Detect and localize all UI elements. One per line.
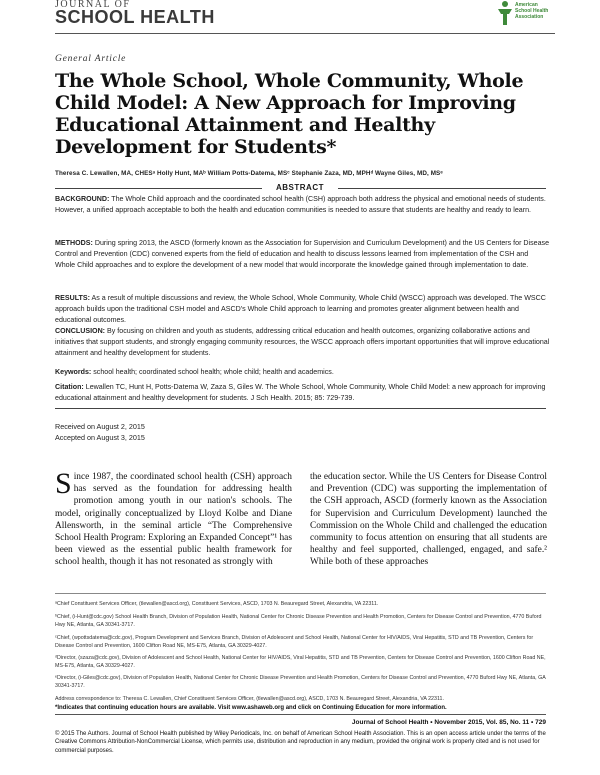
header-divider: [55, 33, 555, 34]
keywords-label: Keywords:: [55, 368, 92, 376]
abstract-results: [55, 293, 550, 325]
asha-figure-icon: [495, 0, 515, 26]
received-date: Received on August 2, 2015: [55, 422, 145, 431]
footnote-a: ᵃChief Constituent Services Officer, (tlewallen@ascd.org), Constituent Services, ASCD, 1703 N. Beauregard Street, Alexandria, VA 22311.: [55, 601, 379, 607]
keywords-text: school health; coordinated school health; whole child; health and academics.: [93, 368, 334, 376]
footnote-d: ᵈDirector, (szaza@cdc.gov), Division of Adolescent and School Health, National Center for HIV/AIDS, Viral Hepatitis, STD and TB Prevention, Centers for Disease Control and Prevention, 1600 Clifton Road NE, MS-E75, Atlanta, GA 30329-4027.: [55, 655, 546, 670]
methods-label: METHODS:: [55, 239, 93, 247]
correspondence-note: Address correspondence to: Theresa C. Lewallen, Chief Constituent Services Officer, (tlewallen@ascd.org), ASCD, 1703 N. Beauregard Street, Alexandria, VA 22311.: [55, 696, 444, 702]
abstract-heading: ABSTRACT: [276, 183, 324, 192]
abstract-divider-left: [55, 188, 262, 189]
accepted-date: Accepted on August 3, 2015: [55, 433, 145, 442]
body-column-left: [55, 467, 292, 569]
background-text: The Whole Child approach and the coordinated school health (CSH) approach both address the physical and emotional needs of students. However, a unified approach acceptable to both the health and education communities is needed to assure that students are healthy and ready to learn.: [55, 195, 546, 214]
background-label: BACKGROUND:: [55, 195, 110, 203]
abstract-keywords: [55, 367, 550, 378]
abstract-background: [55, 194, 550, 216]
body-text-right: the education sector. While the US Centers for Disease Control and Prevention (CDC) was supporting the implementation of the CSH approach, ASCD (formerly known as the Association for Supervision and Curriculum Development) launched the Commission on the Whole Child and challenged the education community to focus attention on ensuring that all students are healthy and feel supported, challenged, engaged, and safe.² While both of these approaches: [310, 472, 547, 568]
conclusion-text: By focusing on children and youth as students, addressing critical education and health outcomes, organizing collaborative actions and initiatives that support students, and strongly engaging community resources, the WSCC approach offers important opportunities that will improve educational attainment and healthy development for students.: [55, 327, 550, 357]
abstract-bottom-divider: [55, 408, 546, 409]
citation-label: Citation:: [55, 383, 84, 391]
abstract-divider-right: [338, 188, 546, 189]
results-text: As a result of multiple discussions and review, the Whole School, Whole Community, Whole Child (WSCC) approach was developed. The WSCC approach builds upon the traditional CSH model and ASCD's Whole Child approach to learning and promotes greater alignment between health and educational outcomes.: [55, 294, 546, 324]
footnote-divider: [55, 593, 546, 594]
article-dates: [55, 421, 145, 443]
journal-name: SCHOOL HEALTH: [55, 7, 215, 27]
journal-header: [55, 0, 555, 40]
drop-cap: S: [55, 467, 72, 500]
author-list: Theresa C. Lewallen, MA, CHESᵃ Holly Hunt, MAᵇ William Potts-Datema, MSᶜ Stephanie Zaza, MD, MPHᵈ Wayne Giles, MD, MSᵉ: [55, 170, 443, 177]
continuing-education-note: *Indicates that continuing education hours are available. Visit www.ashaweb.org and click on Continuing Education for more information.: [55, 705, 447, 711]
footer-journal-info: Journal of School Health • November 2015, Vol. 85, No. 11 • 729: [351, 719, 546, 726]
footnote-c: ᶜChief, (wpottsdatema@cdc.gov), Program Development and Services Branch, Division of Adolescent and School Health, National Center for HIV/AIDS, Viral Hepatitis, STD and TB Prevention, Centers for Disease Control and Prevention, 1600 Clifton Road NE, MS-E75, Atlanta, GA 30329-4027.: [55, 635, 534, 650]
abstract-methods: [55, 238, 550, 270]
abstract-citation: [55, 382, 550, 404]
methods-text: During spring 2013, the ASCD (formerly known as the Association for Supervision and Curriculum Development) and the US Centers for Disease Control and Prevention (CDC) convened experts from the field of education and health to discuss lessons learned from implementation of the CSH and Whole Child approaches and to explore the development of a new model that would incorporate the knowledge gained through implementation to date.: [55, 239, 550, 269]
results-label: RESULTS:: [55, 294, 90, 302]
citation-text: Lewallen TC, Hunt H, Potts-Datema W, Zaza S, Giles W. The Whole School, Whole Community, Whole Child Model: a new approach for improving educational attainment and healthy development for students. J Sch Health. 2015; 85: 729-739.: [55, 383, 546, 402]
body-column-right: [310, 471, 547, 569]
copyright-notice: © 2015 The Authors. Journal of School Health published by Wiley Periodicals, Inc. on behalf of American School Health Association. This is an open access article under the terms of the Creative Commons Attribution-NonCommercial License, which permits use, distribution and reproduction in any medium, provided the original work is properly cited and is not used for commercial purposes.: [55, 731, 546, 754]
footnote-b: ᵇChief, (i-Hunt@cdc.gov) School Health Branch, Division of Population Health, National Center for Chronic Disease Prevention and Health Promotion, Centers for Disease Control and Prevention, 4770 Buford Hwy NE, Atlanta, GA 30341-3717.: [55, 614, 542, 629]
article-title: The Whole School, Whole Community, Whole Child Model: A New Approach for Improving Educational Attainment and Healthy Development for Students*: [55, 70, 524, 158]
footnote-e: ᵉDirector, (i-Giles@cdc.gov), Division of Population Health, National Center for Chronic Disease Prevention and Health Promotion, Centers for Disease Control and Prevention, 4770 Buford Hwy NE, Atlanta, GA 30341-3717.: [55, 675, 546, 690]
article-section-label: General Article: [55, 54, 127, 64]
conclusion-label: CONCLUSION:: [55, 327, 106, 335]
footer-divider: [55, 714, 546, 715]
journal-name-prefix: JOURNAL OF: [55, 0, 131, 10]
abstract-conclusion: [55, 326, 550, 358]
body-text-left: ince 1987, the coordinated school health (CSH) approach has served as the foundation for addressing health promotion among youth in our nation's schools. The model, originally conceptualized by Lloyd Kolbe and Diane Allensworth, in the seminal article “The Comprehensive School Health Program: Exploring an Expanded Concept”¹ has been viewed as the essential public health framework for school health, though it has not resonated as strongly with: [55, 472, 292, 568]
asha-logo-text: American School Health Association: [515, 2, 549, 20]
asha-logo: [495, 0, 555, 28]
